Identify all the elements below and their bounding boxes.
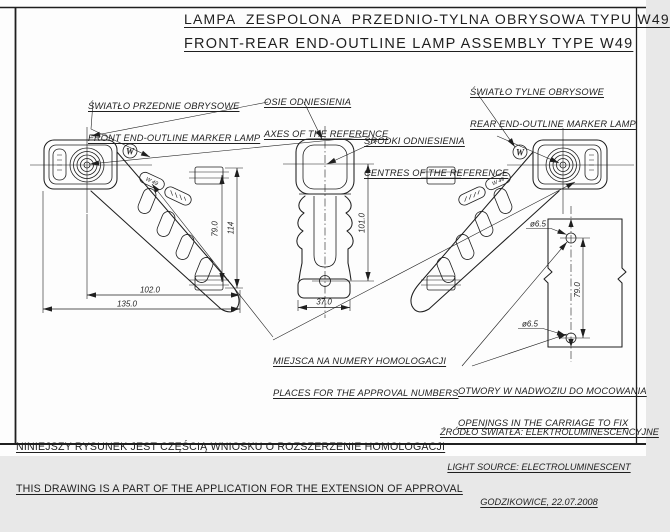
callout-axes-en: AXES OF THE REFERENCE xyxy=(264,128,389,139)
dim-side-width-37 xyxy=(298,298,350,312)
front-mounting-tab-bottom xyxy=(189,276,229,290)
callout-front-lamp xyxy=(88,80,260,164)
centerline-arrow-up xyxy=(568,219,573,227)
dim-mounting-spacing-79 xyxy=(573,238,583,338)
callout-axes-pl: OSIE ODNIESIENIA xyxy=(264,97,352,107)
note-extension-en: THIS DRAWING IS A PART OF THE APPLICATION FOR THE EXTENSION OF APPROVAL xyxy=(16,483,463,495)
dim-body-width-102 xyxy=(43,191,240,313)
rear-lamp-marking-pill xyxy=(585,149,598,180)
callout-front-lamp-en: FRONT END-OUTLINE MARKER LAMP xyxy=(88,132,261,143)
svg-text:79.0: 79.0 xyxy=(210,221,220,237)
callout-rear-lamp-pl: ŚWIATŁO TYLNE OBRYSOWE xyxy=(470,87,604,97)
dim-overall-width-135 xyxy=(43,300,240,310)
logo-letter: W xyxy=(125,146,135,157)
type-marking: W 49 xyxy=(144,176,159,188)
svg-text:79.0: 79.0 xyxy=(573,282,582,298)
note-extension-pl: NINIEJSZY RYSUNEK JEST CZĘŚCIĄ WNIOSKU O ROZSZERZENIE HOMOLOGACJI xyxy=(16,441,446,453)
mounting-holes-detail xyxy=(518,206,626,362)
callout-approval-en: PLACES FOR THE APPROVAL NUMBERS xyxy=(273,387,459,398)
svg-text:101.0: 101.0 xyxy=(357,212,367,234)
svg-text:102.0: 102.0 xyxy=(139,285,161,295)
title-en: FRONT-REAR END-OUTLINE LAMP ASSEMBLY TYPE W49 xyxy=(184,36,634,52)
logo-letter: W xyxy=(515,147,525,158)
svg-text:114: 114 xyxy=(226,221,236,235)
dim-overall-height-114 xyxy=(225,168,243,288)
callout-centres xyxy=(364,115,508,199)
svg-text:ø6.5: ø6.5 xyxy=(521,319,539,329)
callout-centres-en: CENTRES OF THE REFERENCE xyxy=(364,167,509,178)
title-pl: LAMPA ZESPOLONA PRZEDNIO-TYLNA OBRYSOWA TYPU W49 xyxy=(184,11,670,27)
leader-approval-left xyxy=(152,184,273,337)
front-lamp-pill-marks xyxy=(57,155,62,170)
leader-openings-bottom xyxy=(472,334,567,366)
svg-text:37.0: 37.0 xyxy=(316,297,332,307)
svg-text:135.0: 135.0 xyxy=(116,299,138,309)
note-light-source-pl: ŹRÓDŁO ŚWIATŁA: ELEKTROLUMINESCENCYJNE xyxy=(440,427,659,438)
note-extension xyxy=(16,412,463,524)
rear-mounting-tab-bottom xyxy=(421,276,461,290)
note-place-date: GODZIKOWICE, 22.07.2008 xyxy=(480,496,598,507)
note-light-source-en: LIGHT SOURCE: ELECTROLUMINESCENT xyxy=(447,461,631,472)
callout-openings-pl: OTWORY W NADWOZIU DO MOCOWANIA xyxy=(458,386,647,396)
callout-openings-en: OPENINGS IN THE CARRIAGE TO FIX xyxy=(458,417,629,428)
type-marking: W 49 xyxy=(491,176,506,188)
callout-approval-places xyxy=(273,335,458,419)
callout-centres-pl: ŚRODKI ODNIESIENIA xyxy=(364,136,465,146)
dim-hole-dia-top xyxy=(526,220,567,235)
side-body-left-edge xyxy=(297,196,305,280)
panel-right-edge xyxy=(618,219,626,347)
rear-lamp-pill-marks xyxy=(589,155,594,170)
callout-approval-pl: MIEJSCA NA NUMERY HOMOLOGACJI xyxy=(273,356,447,366)
callout-rear-lamp-en: REAR END-OUTLINE MARKER LAMP xyxy=(470,118,636,129)
side-base xyxy=(298,279,350,298)
leader-approval-right xyxy=(273,182,575,340)
dim-hole-dia-bottom xyxy=(518,320,566,336)
front-lamp-marking-pill xyxy=(53,149,66,180)
side-body-right-edge xyxy=(345,196,353,280)
note-light-source xyxy=(440,404,659,532)
panel-left-edge xyxy=(544,219,552,347)
callout-front-lamp-pl: ŚWIATŁO PRZEDNIE OBRYSOWE xyxy=(88,101,240,111)
svg-text:ø6.5: ø6.5 xyxy=(529,219,547,229)
front-mounting-tab-top xyxy=(189,167,229,184)
